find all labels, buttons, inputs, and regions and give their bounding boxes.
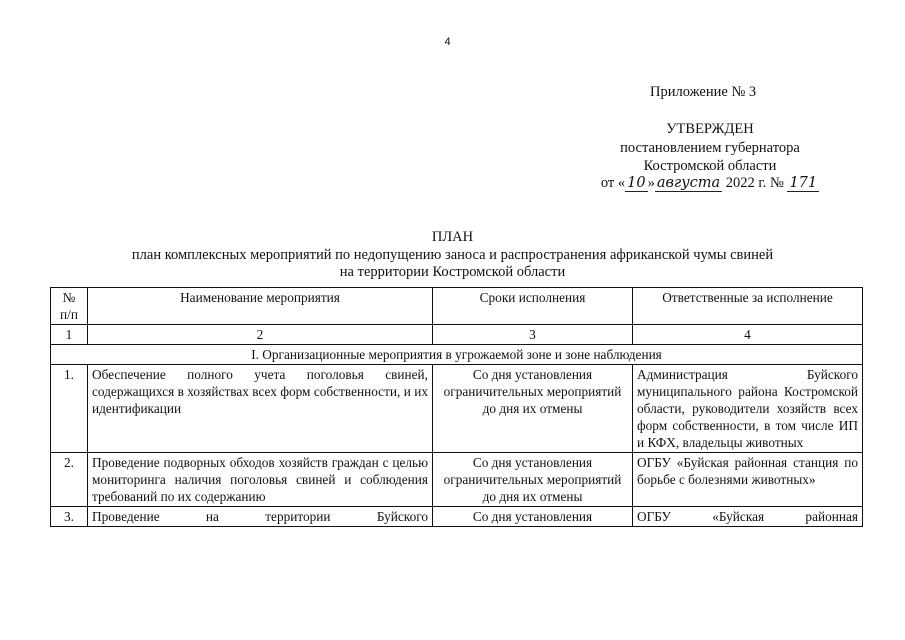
date-prefix: от «: [600, 175, 626, 191]
section-row: [51, 345, 863, 365]
row-name: Проведение подворных обходов хозяйств граждан с целью мониторинга наличия поголовья свиней и соблюдения требований по их содержанию: [88, 453, 433, 507]
header-name: Наименование мероприятия: [88, 288, 433, 325]
row-responsible: Администрация Буйского муниципального района Костромской области, руководители хозяйств всех форм собственности, в том числе ИП и КФХ, владельцы животных: [633, 365, 863, 453]
approval-date: [560, 175, 860, 192]
date-month-handwritten: августа: [656, 175, 721, 191]
row-number: 3.: [51, 507, 88, 527]
row-name: Обеспечение полного учета поголовья свиней, содержащихся в хозяйствах всех форм собственности, и их идентификации: [88, 365, 433, 453]
row-term: Со дня установления ограничительных мероприятий до дня их отмены: [433, 365, 633, 453]
column-number-1: 1: [51, 325, 88, 345]
appendix-label: Приложение № 3: [650, 84, 757, 100]
row-term: Со дня установления: [433, 507, 633, 527]
row-term: Со дня установления ограничительных мероприятий до дня их отмены: [433, 453, 633, 507]
table-row: [51, 507, 863, 527]
table-row: [51, 365, 863, 453]
plan-subtitle-line2: на территории Костромской области: [339, 264, 566, 280]
column-number-3: 3: [433, 325, 633, 345]
plan-heading: ПЛАН: [431, 229, 474, 245]
header-number: № п/п: [51, 288, 88, 325]
header-row: [51, 288, 863, 325]
column-number-2: 2: [88, 325, 433, 345]
row-responsible: ОГБУ «Буйская районная станция по борьбе с болезнями животных»: [633, 453, 863, 507]
header-term: Сроки исполнения: [433, 288, 633, 325]
approval-by: постановлением губернатора: [620, 140, 800, 156]
row-responsible: ОГБУ «Буйская районная: [633, 507, 863, 527]
plan-subtitle-line1: план комплексных мероприятий по недопущению заноса и распространения африканской чумы свиней: [131, 247, 774, 263]
row-number: 1.: [51, 365, 88, 453]
date-number-handwritten: 171: [789, 175, 818, 191]
column-number-4: 4: [633, 325, 863, 345]
approval-region: Костромской области: [643, 158, 777, 174]
approval-title: УТВЕРЖДЕН: [666, 121, 754, 137]
date-year: 2022 г. №: [722, 175, 788, 191]
row-number: 2.: [51, 453, 88, 507]
page-number: 4: [444, 36, 451, 48]
column-numbers-row: [51, 325, 863, 345]
row-name: Проведение на территории Буйского: [88, 507, 433, 527]
table-row: [51, 453, 863, 507]
plan-table: [50, 287, 863, 527]
date-mid: »: [647, 175, 655, 191]
section-title: I. Организационные мероприятия в угрожаемой зоне и зоне наблюдения: [51, 345, 863, 365]
date-day-handwritten: 10: [627, 175, 646, 191]
header-responsible: Ответственные за исполнение: [633, 288, 863, 325]
